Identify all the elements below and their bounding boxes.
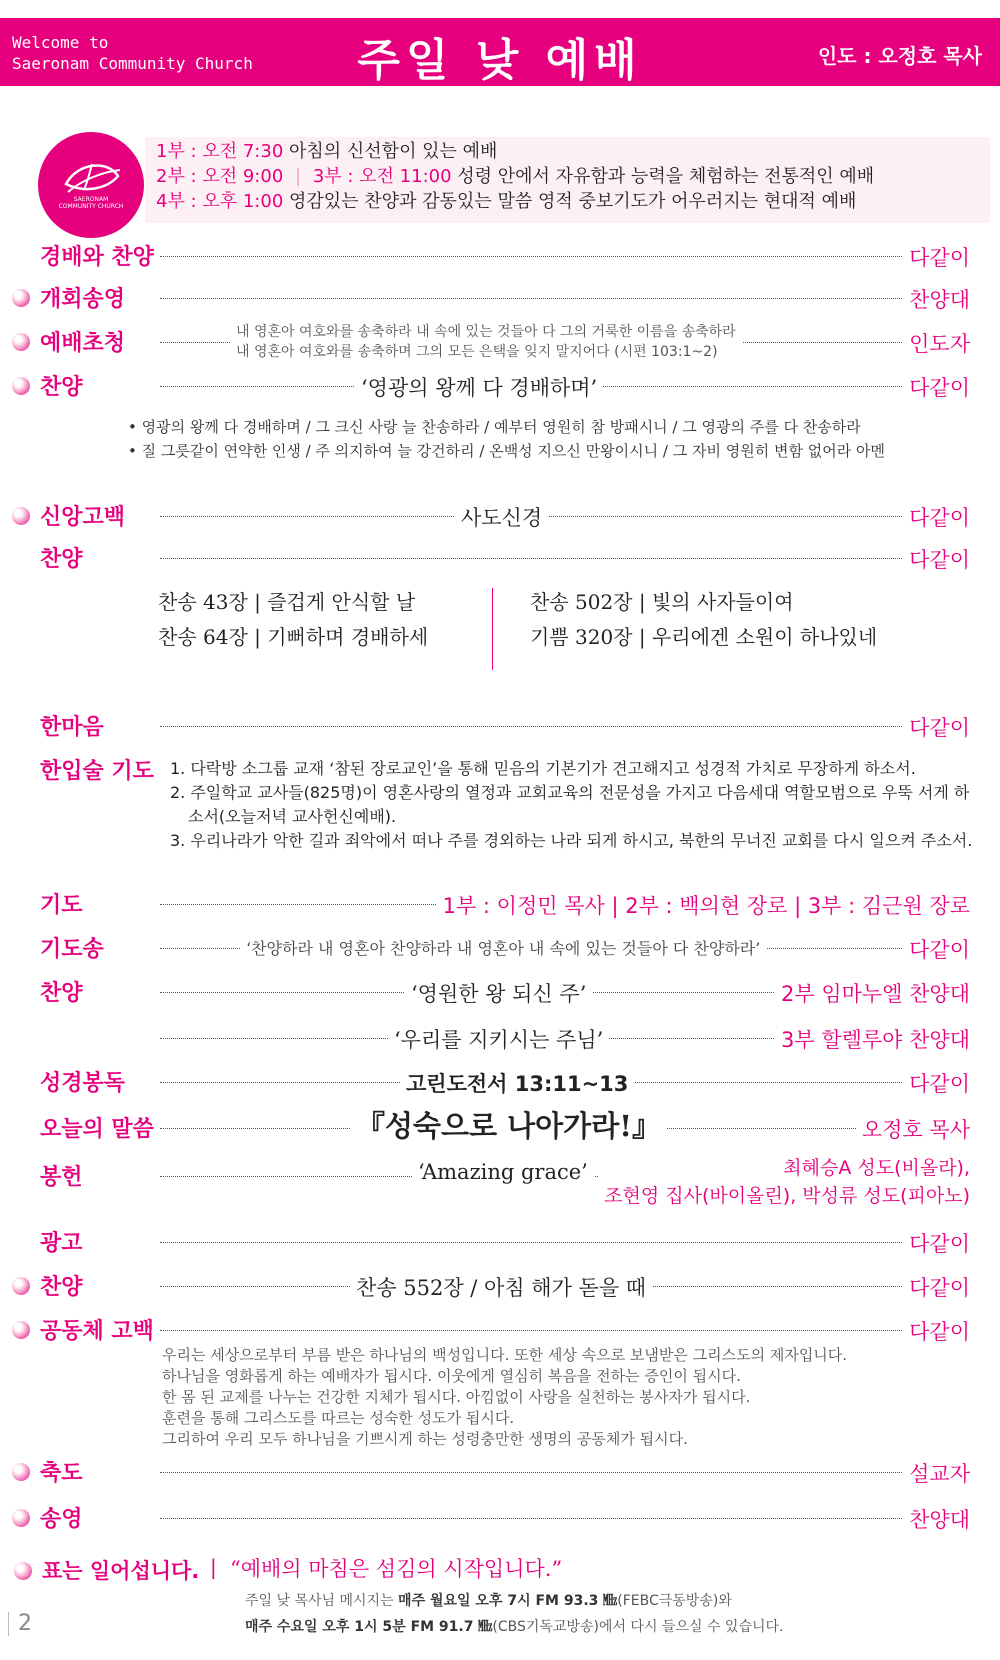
label-praise-1: 찬양: [40, 375, 83, 400]
right-praise-3: 2부 임마누엘 찬양대: [775, 978, 970, 1008]
sermon-title: 『성숙으로 나아가라!』: [350, 1104, 667, 1145]
label-prayer: 기도: [40, 893, 83, 918]
scripture-title: 고린도전서 13:11~13: [400, 1068, 634, 1098]
right-closing: 찬양대: [903, 1504, 970, 1534]
radio-line-2: [245, 1614, 783, 1640]
service-2-label: 2부 : 오전 9:00: [156, 166, 284, 187]
lyrics-line-2: • 질 그릇같이 연약한 인생 / 주 의지하여 늘 강건하리 / 온백성 지으신 만왕이시니 / 그 자비 영원히 변함 없어라 아멘: [128, 442, 885, 460]
leader-dots: [160, 1472, 910, 1473]
stand-icon: [12, 377, 30, 395]
logo-text-2: COMMUNITY CHURCH: [58, 203, 124, 210]
service-4-label: 4부 : 오후 1:00: [156, 191, 284, 212]
right-praise-1: 다같이: [903, 372, 970, 402]
label-sermon: 오늘의 말씀: [40, 1117, 154, 1142]
invitation-verse: [230, 322, 742, 362]
service-1-label: 1부 : 오전 7:30: [156, 141, 284, 162]
hymn-item: 찬송 502장 | 빛의 사자들이여: [530, 590, 794, 614]
confession-line: 그리하여 우리 모두 하나님을 기쁘시게 하는 성령충만한 생명의 공동체가 됩시다.: [162, 1430, 688, 1448]
label-worship: 경배와 찬양: [40, 245, 154, 270]
stand-icon: [14, 1562, 32, 1580]
right-confession: 다같이: [903, 1316, 970, 1346]
page-bar: [8, 1612, 9, 1636]
right-prayer-song: 다같이: [903, 934, 970, 964]
invitation-line-2: 내 영혼아 여호와를 송축하며 그의 모든 은택을 잊지 말지어다 (시편 103:1~2): [236, 344, 718, 360]
radio-1a: 주일 낮 목사님 메시지는: [245, 1593, 399, 1609]
row-praise-3: [0, 972, 1000, 1012]
radio-2b: (CBS기독교방송)에서 다시 들으실 수 있습니다.: [492, 1619, 784, 1635]
welcome-line-1: Welcome to: [12, 33, 109, 52]
service-1: [156, 137, 497, 163]
row-sermon: [0, 1108, 1000, 1148]
worship-leader: 인도 : 오정호 목사: [817, 44, 982, 68]
row-praise-2: [0, 538, 1000, 578]
right-prayer: 1부 : 이정민 목사 | 2부 : 백의현 장로 | 3부 : 김근원 장로: [437, 890, 970, 920]
label-confession: 공동체 고백: [40, 1319, 154, 1344]
stand-icon: [12, 507, 30, 525]
radio-2a: 매주 수요일 오후 1시 5분 FM 91.7 ㎒: [245, 1619, 493, 1635]
label-onemind: 한마음: [40, 715, 104, 740]
logo-text-1: SAERONAM: [73, 196, 109, 203]
hymns-left: [158, 585, 428, 655]
right-praise-2: 다같이: [903, 544, 970, 574]
praise-1-title: ‘영광의 왕께 다 경배하며’: [355, 372, 603, 402]
leader-dots: [160, 1242, 910, 1243]
stand-icon: [12, 1509, 30, 1527]
stand-icon: [12, 289, 30, 307]
row-praise-1: [0, 366, 1000, 406]
row-praise-4: [0, 1266, 1000, 1306]
welcome-line-2: Saeronam Community Church: [12, 54, 253, 73]
radio-line-1: [245, 1588, 783, 1614]
row-scripture: [0, 1062, 1000, 1102]
service-1-desc: 아침의 신선함이 있는 예배: [289, 141, 498, 162]
row-praise-3b: [0, 1018, 1000, 1058]
row-confession: [0, 1310, 1000, 1350]
confession-line: 훈련을 통해 그리스도를 따르는 성숙한 성도가 됩시다.: [162, 1409, 515, 1427]
row-prayer-song: [0, 928, 1000, 968]
performer-line-1: 최혜승A 성도(비올라),: [783, 1157, 970, 1179]
service-4: [156, 187, 856, 213]
right-opening: 찬양대: [903, 284, 970, 314]
stand-icon: [12, 1463, 30, 1481]
label-opening: 개회송영: [40, 287, 126, 312]
leader-dots: [160, 1330, 910, 1331]
row-invitation: [0, 320, 1000, 364]
leader-dots: [160, 298, 910, 299]
right-creed: 다같이: [903, 502, 970, 532]
hymn-divider: [492, 588, 493, 670]
logo-text: [38, 196, 144, 210]
label-praise-4: 찬양: [40, 1275, 83, 1300]
right-praise-3b: 3부 할렐루야 찬양대: [775, 1024, 970, 1054]
service-times: [145, 137, 990, 223]
confession-text: [162, 1345, 847, 1450]
page-title: 주일 낮 예배: [357, 35, 643, 86]
fish-logo-icon: [38, 132, 144, 238]
prayer-topic: 3. 우리나라가 악한 길과 죄악에서 떠나 주를 경외하는 나라 되게 하시고, 북한의 무너진 교회를 다시 일으켜 주소서.: [170, 831, 973, 850]
hymn-item: 찬송 64장 | 기뻐하며 경배하세: [158, 625, 429, 649]
hymns-right: [530, 585, 877, 655]
service-2-3: [156, 162, 874, 188]
label-praise-2: 찬양: [40, 547, 83, 572]
service-divider: |: [295, 166, 302, 187]
lyrics-line-1: • 영광의 왕께 다 경배하며 / 그 크신 사랑 늘 찬송하라 / 예부터 영원히 참 방패시니 / 그 영광의 주를 다 찬송하라: [128, 418, 861, 436]
prayer-topics-list: [170, 757, 980, 853]
header-bar: [0, 18, 1000, 86]
right-scripture: 다같이: [903, 1068, 970, 1098]
leader-dots: [160, 1518, 910, 1519]
label-announce: 광고: [40, 1231, 83, 1256]
row-worship: [0, 236, 1000, 276]
right-invitation: 인도자: [903, 328, 970, 358]
confession-line: 하나님을 영화롭게 하는 예배자가 됩시다. 이웃에게 열심히 복음을 전하는 증인이 됩시다.: [162, 1367, 741, 1385]
label-invitation: 예배초청: [40, 331, 126, 356]
praise-1-lyrics: [128, 415, 885, 463]
right-announce: 다같이: [903, 1228, 970, 1258]
confession-line: 우리는 세상으로부터 부름 받은 하나님의 백성입니다. 또한 세상 속으로 보냄받은 그리스도의 제자입니다.: [162, 1346, 848, 1364]
label-benediction: 축도: [40, 1461, 83, 1486]
invitation-line-1: 내 영혼아 여호와를 송축하라 내 속에 있는 것들아 다 그의 거룩한 이름을 송축하라: [236, 324, 736, 340]
radio-1c: (FEBC극동방송)와: [617, 1593, 732, 1609]
footer-quote: “예배의 마침은 섬김의 시작입니다.”: [230, 1557, 563, 1581]
creed-title: 사도신경: [455, 502, 548, 532]
leader-dots: [160, 558, 910, 559]
row-onemind: [0, 706, 1000, 746]
stand-icon: [12, 333, 30, 351]
label-praise-3: 찬양: [40, 981, 83, 1006]
hymn-item: 찬송 43장 | 즐겁게 안식할 날: [158, 590, 416, 614]
leader-dots: [160, 256, 910, 257]
service-4-desc: 영감있는 찬양과 감동있는 말씀 영적 중보기도가 어우러지는 현대적 예배: [289, 191, 857, 212]
offering-title: ‘Amazing grace’: [412, 1160, 594, 1184]
prayer-topic: 2. 주일학교 교사들(825명)이 영혼사랑의 열정과 교회교육의 전문성을 가지고 다음세대 역할모범으로 우뚝 서게 하소서(오늘저녁 교사헌신예배).: [170, 783, 970, 826]
church-logo: [38, 132, 144, 238]
stand-note: 표는 일어섭니다.: [42, 1559, 200, 1583]
footer-divider: |: [210, 1555, 217, 1579]
row-offering: [0, 1156, 1000, 1214]
prayer-song-title: ‘찬양하라 내 영혼아 찬양하라 내 영혼아 내 속에 있는 것들아 다 찬양하라’: [240, 936, 766, 959]
performer-line-2: 조현영 집사(바이올린), 박성류 성도(피아노): [604, 1185, 970, 1207]
label-scripture: 성경봉독: [40, 1071, 126, 1096]
hymn-item: 기쁨 320장 | 우리에겐 소원이 하나있네: [530, 625, 878, 649]
confession-line: 한 몸 된 교제를 나누는 건강한 지체가 됩시다. 아낌없이 사랑을 실천하는 봉사자가 됩시다.: [162, 1388, 751, 1406]
label-closing: 송영: [40, 1507, 83, 1532]
right-sermon: 오정호 목사: [856, 1114, 970, 1144]
stand-icon: [12, 1277, 30, 1295]
page-number: 2: [18, 1611, 32, 1636]
right-onemind: 다같이: [903, 712, 970, 742]
row-announce: [0, 1222, 1000, 1262]
right-worship: 다같이: [903, 242, 970, 272]
label-creed: 신앙고백: [40, 505, 126, 530]
label-prayer-topics: 한입술 기도: [40, 759, 154, 784]
row-creed: [0, 496, 1000, 536]
label-offering: 봉헌: [40, 1165, 83, 1190]
right-benediction: 설교자: [903, 1458, 970, 1488]
stand-icon: [12, 1321, 30, 1339]
label-prayer-song: 기도송: [40, 937, 104, 962]
row-closing: [0, 1498, 1000, 1538]
radio-info: [245, 1588, 783, 1640]
praise-4-title: 찬송 552장 / 아침 해가 돋을 때: [350, 1272, 652, 1302]
leader-dots: [160, 726, 910, 727]
praise-3-title: ‘영원한 왕 되신 주’: [405, 978, 592, 1008]
service-3-label: 3부 : 오전 11:00: [312, 166, 452, 187]
row-opening: [0, 278, 1000, 318]
radio-1b: 매주 월요일 오후 7시 FM 93.3 ㎒: [398, 1593, 618, 1609]
row-benediction: [0, 1452, 1000, 1492]
service-2-3-desc: 성령 안에서 자유함과 능력을 체험하는 전통적인 예배: [457, 166, 875, 187]
prayer-topic: 1. 다락방 소그룹 교재 ‘참된 장로교인’을 통해 믿음의 기본기가 견고해지고 성경적 가치로 무장하게 하소서.: [170, 759, 916, 778]
right-praise-4: 다같이: [903, 1272, 970, 1302]
praise-3b-title: ‘우리를 지키시는 주님’: [388, 1024, 609, 1054]
row-prayer: [0, 884, 1000, 924]
offering-performers: [598, 1154, 970, 1210]
